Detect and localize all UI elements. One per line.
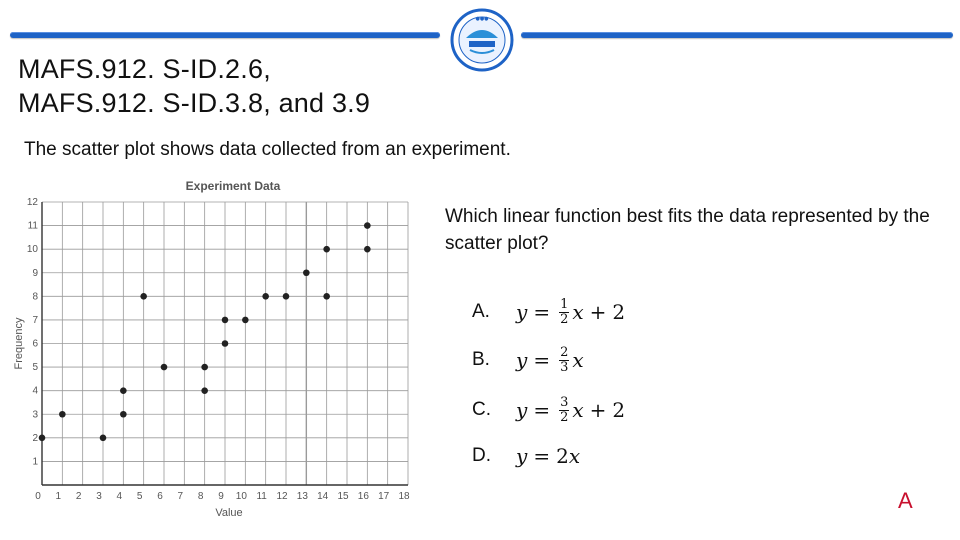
x-tick-label: 13 [296,491,308,502]
school-district-seal-icon [450,8,514,72]
x-tick-label: 18 [398,491,410,502]
plus-sign: + [589,398,607,422]
equation-lhs: y [516,398,528,422]
choice-a[interactable] [472,292,625,332]
fraction-denominator: 2 [560,311,569,327]
x-tick-label: 7 [177,491,184,502]
equation-constant: 2 [612,398,626,422]
scatter-point [59,411,66,418]
choice-c-letter: C. [472,399,491,420]
x-tick-label: 10 [235,491,247,502]
fraction-numerator: 2 [560,344,569,360]
x-tick-label: 8 [197,491,204,502]
x-tick-label: 1 [55,491,62,502]
choice-d[interactable] [472,436,580,476]
y-tick-label: 7 [32,314,38,326]
page-title [18,52,370,120]
fraction-denominator: 2 [560,409,569,425]
x-tick-label: 0 [35,491,41,502]
answer-label: A [898,488,913,513]
choice-b-equation [516,346,584,375]
scatter-point [100,435,107,442]
y-tick-label: 2 [32,432,38,444]
fraction-denominator: 3 [560,359,569,375]
scatter-point [364,222,371,229]
equals-sign: = [533,300,551,324]
plus-sign: + [589,300,607,324]
scatter-point [201,364,208,371]
fraction-numerator: 1 [560,296,569,312]
y-axis-label: Frequency [13,317,25,370]
equation-lhs: y [516,444,528,468]
equals-sign: = [533,444,551,468]
y-tick-label: 9 [32,267,38,279]
scatter-point [262,293,269,300]
header-rule-left [10,32,440,38]
choice-a-letter: A. [472,301,490,322]
x-tick-label: 15 [337,491,349,502]
scatter-point [39,435,46,442]
choice-c-equation [516,396,625,425]
x-tick-label: 12 [276,491,288,502]
y-tick-label: 1 [32,456,38,468]
scatter-point [140,293,147,300]
scatter-point [161,364,168,371]
equation-variable: x [572,398,584,422]
equation-variable: x [568,444,581,468]
y-tick-label: 5 [32,362,38,374]
x-tick-label: 17 [378,491,390,502]
header-rule-right [521,32,953,38]
choice-a-equation [516,298,625,327]
choice-d-letter: D. [472,445,491,466]
equation-variable: x [572,300,584,324]
x-tick-label: 3 [96,491,102,502]
y-tick-label: 4 [32,385,38,397]
svg-text:●●●: ●●● [475,16,489,22]
choice-c[interactable] [472,390,625,430]
y-tick-label: 10 [26,244,38,256]
x-tick-label: 6 [157,491,163,502]
fraction [559,346,569,375]
scatter-chart [0,170,425,525]
scatter-point [242,317,249,324]
y-tick-label: 3 [32,409,38,421]
x-tick-label: 4 [116,491,123,502]
question-text: Which linear function best fits the data represented by the scatter plot? [445,206,930,254]
scatter-point [323,293,330,300]
scatter-point [222,340,229,347]
scatter-point [283,293,290,300]
y-tick-label: 6 [32,338,38,350]
y-tick-label: 12 [26,197,38,208]
x-tick-label: 16 [357,491,369,502]
scatter-point [222,317,229,324]
x-axis-label: Value [215,507,243,519]
title-line-1: MAFS.912. S-ID.2.6, [18,54,271,84]
title-line-2: MAFS.912. S-ID.3.8, and 3.9 [18,88,371,118]
x-tick-label: 9 [218,491,224,502]
scatter-point [201,387,208,394]
equation-lhs: y [516,348,528,372]
fraction [559,396,569,425]
choice-b[interactable] [472,340,584,380]
equation-constant: 2 [612,300,626,324]
chart-title: Experiment Data [185,179,281,193]
equals-sign: = [533,398,551,422]
fraction [559,298,569,327]
y-tick-label: 8 [32,291,38,303]
choice-d-equation [516,444,580,468]
intro-text: The scatter plot shows data collected from an experiment. [24,139,511,160]
choice-b-letter: B. [472,349,490,370]
x-tick-label: 11 [256,491,267,502]
scatter-point [323,246,330,253]
equation-lhs: y [516,300,528,324]
x-tick-label: 2 [75,491,82,502]
equation-variable: x [572,348,584,372]
equation-coefficient: 2 [556,444,569,468]
equals-sign: = [533,348,551,372]
x-tick-label: 5 [136,491,143,502]
scatter-point [120,411,127,418]
fraction-numerator: 3 [560,394,569,410]
scatter-point [364,246,371,253]
y-tick-label: 11 [27,220,38,232]
scatter-point [120,387,127,394]
x-tick-label: 14 [317,491,329,502]
scatter-point [303,269,310,276]
